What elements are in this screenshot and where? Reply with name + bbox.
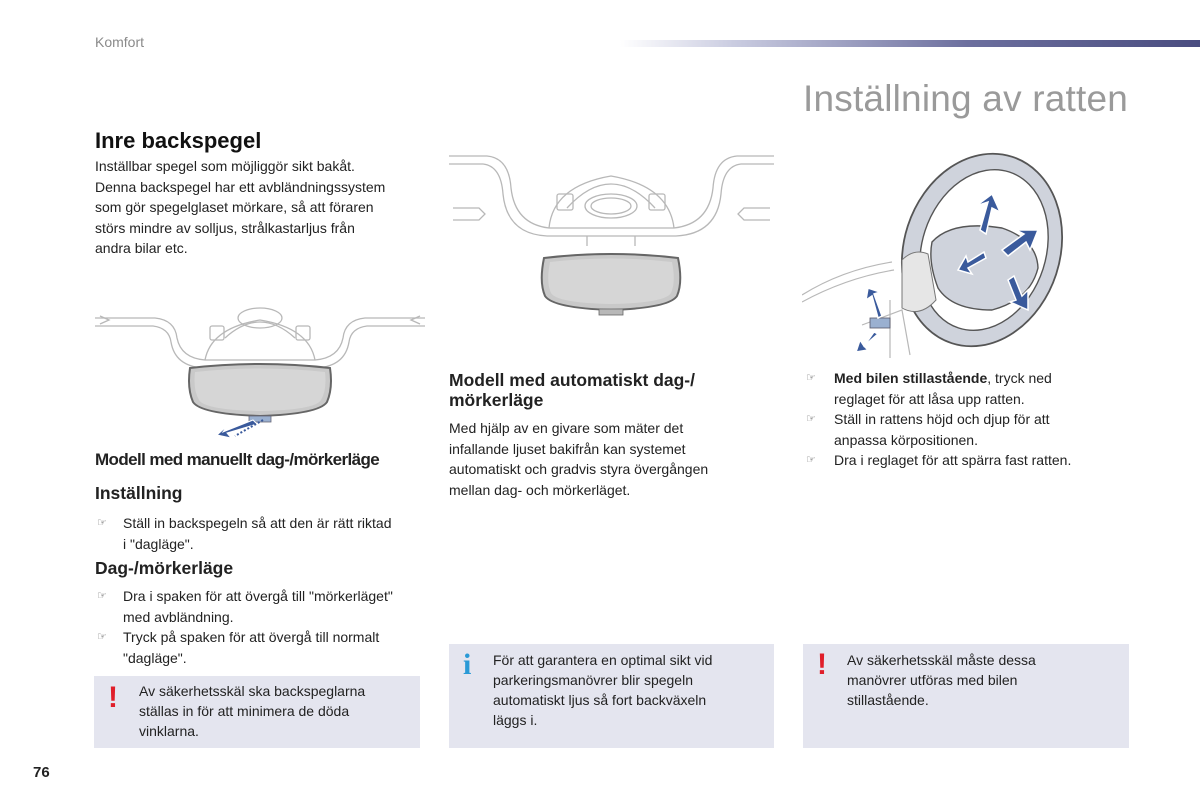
auto-text-line: automatiskt och gradvis styra övergången bbox=[449, 461, 709, 477]
intro-line: som gör spegelglaset mörkare, så att föraren bbox=[95, 199, 374, 215]
hand-pointer-icon: ☞ bbox=[97, 590, 107, 602]
warning-line: stillastående. bbox=[847, 692, 929, 708]
left-warning-note bbox=[94, 676, 420, 748]
intro-line: störs mindre av solljus, strålkastarljus från bbox=[95, 219, 355, 236]
right-warning-note bbox=[803, 644, 1129, 748]
info-text bbox=[493, 650, 712, 730]
hand-pointer-icon: ☞ bbox=[97, 517, 107, 529]
bullet-line: Tryck på spaken för att övergå till normalt bbox=[123, 629, 380, 645]
auto-heading-line: mörkerläge bbox=[449, 390, 544, 410]
hand-pointer-icon: ☞ bbox=[806, 454, 816, 466]
exclamation-icon: ! bbox=[817, 648, 827, 681]
info-line: läggs i. bbox=[493, 712, 538, 728]
daynight-bullets bbox=[95, 586, 425, 668]
mirror-heading: Inre backspegel bbox=[95, 128, 262, 153]
list-item bbox=[95, 586, 425, 627]
steering-wheel-illustration bbox=[802, 150, 1072, 360]
bullet-line: Dra i reglaget för att spärra fast ratten. bbox=[834, 452, 1072, 468]
bullet-line: med avbländning. bbox=[123, 608, 234, 625]
info-icon: i bbox=[463, 648, 472, 681]
section-label: Komfort bbox=[95, 34, 145, 50]
auto-section bbox=[449, 370, 774, 500]
left-column bbox=[95, 128, 425, 259]
hand-pointer-icon: ☞ bbox=[806, 413, 816, 425]
auto-heading bbox=[449, 370, 774, 410]
manual-section bbox=[95, 450, 425, 470]
manual-heading: Modell med manuellt dag-/mörkerläge bbox=[95, 450, 380, 469]
info-line: För att garantera en optimal sikt vid bbox=[493, 652, 713, 668]
info-note bbox=[449, 644, 774, 748]
bullet-rest: , tryck ned bbox=[987, 370, 1052, 386]
setting-section bbox=[95, 483, 425, 554]
daynight-heading: Dag-/mörkerläge bbox=[95, 558, 234, 578]
list-item bbox=[804, 368, 1124, 409]
auto-text-line: mellan dag- och mörkerläget. bbox=[449, 481, 631, 498]
intro-line: andra bilar etc. bbox=[95, 240, 188, 256]
warning-line: ställas in för att minimera de döda bbox=[139, 703, 350, 719]
bullet-line: Ställ in rattens höjd och djup för att bbox=[834, 411, 1050, 427]
setting-heading: Inställning bbox=[95, 483, 183, 503]
intro-line: Inställbar spegel som möjliggör sikt bakåt. bbox=[95, 158, 355, 174]
mirror-intro bbox=[95, 156, 425, 259]
lever-arrow bbox=[217, 420, 257, 438]
info-line: automatiskt ljus så fort backväxeln bbox=[493, 692, 707, 708]
hand-pointer-icon: ☞ bbox=[806, 372, 816, 384]
auto-text-line: infallande ljuset bakifrån kan systemet bbox=[449, 440, 686, 457]
bullet-line: reglaget för att låsa upp ratten. bbox=[834, 390, 1025, 407]
exclamation-icon: ! bbox=[108, 681, 118, 714]
manual-mirror-illustration bbox=[95, 298, 425, 446]
auto-text bbox=[449, 418, 774, 500]
warning-line: manövrer utföras med bilen bbox=[847, 672, 1018, 688]
setting-bullets bbox=[95, 513, 425, 554]
page-title: Inställning av ratten bbox=[803, 78, 1129, 119]
info-line: parkeringsmanövrer blir spegeln bbox=[493, 672, 693, 688]
list-item bbox=[804, 409, 1124, 450]
right-warning-text bbox=[847, 650, 1036, 710]
bullet-line: anpassa körpositionen. bbox=[834, 431, 978, 448]
bullet-line: Dra i spaken för att övergå till "mörkerläget" bbox=[123, 588, 393, 604]
list-item bbox=[804, 450, 1124, 471]
auto-mirror-illustration bbox=[449, 148, 774, 323]
intro-line: Denna backspegel har ett avbländningssystem bbox=[95, 178, 386, 195]
daynight-section bbox=[95, 558, 425, 668]
auto-text-line: Med hjälp av en givare som mäter det bbox=[449, 420, 684, 436]
warning-line: Av säkerhetsskäl måste dessa bbox=[847, 652, 1036, 668]
warning-line: vinklarna. bbox=[139, 723, 199, 739]
bullet-line: "dagläge". bbox=[123, 649, 187, 666]
warning-line: Av säkerhetsskäl ska backspeglarna bbox=[139, 683, 366, 699]
header-bar bbox=[620, 40, 1200, 47]
page-number: 76 bbox=[33, 764, 50, 781]
bullet-line: Ställ in backspegeln så att den är rätt riktad bbox=[123, 515, 392, 531]
left-warning-text bbox=[139, 681, 365, 741]
list-item bbox=[95, 627, 425, 668]
bullet-bold: Med bilen stillastående bbox=[834, 370, 988, 386]
hand-pointer-icon: ☞ bbox=[97, 631, 107, 643]
bullet-line: i "dagläge". bbox=[123, 535, 194, 552]
bullet-line bbox=[834, 368, 1124, 389]
wheel-bullets bbox=[804, 368, 1124, 471]
auto-heading-line: Modell med automatiskt dag-/ bbox=[449, 370, 695, 390]
list-item bbox=[95, 513, 425, 554]
